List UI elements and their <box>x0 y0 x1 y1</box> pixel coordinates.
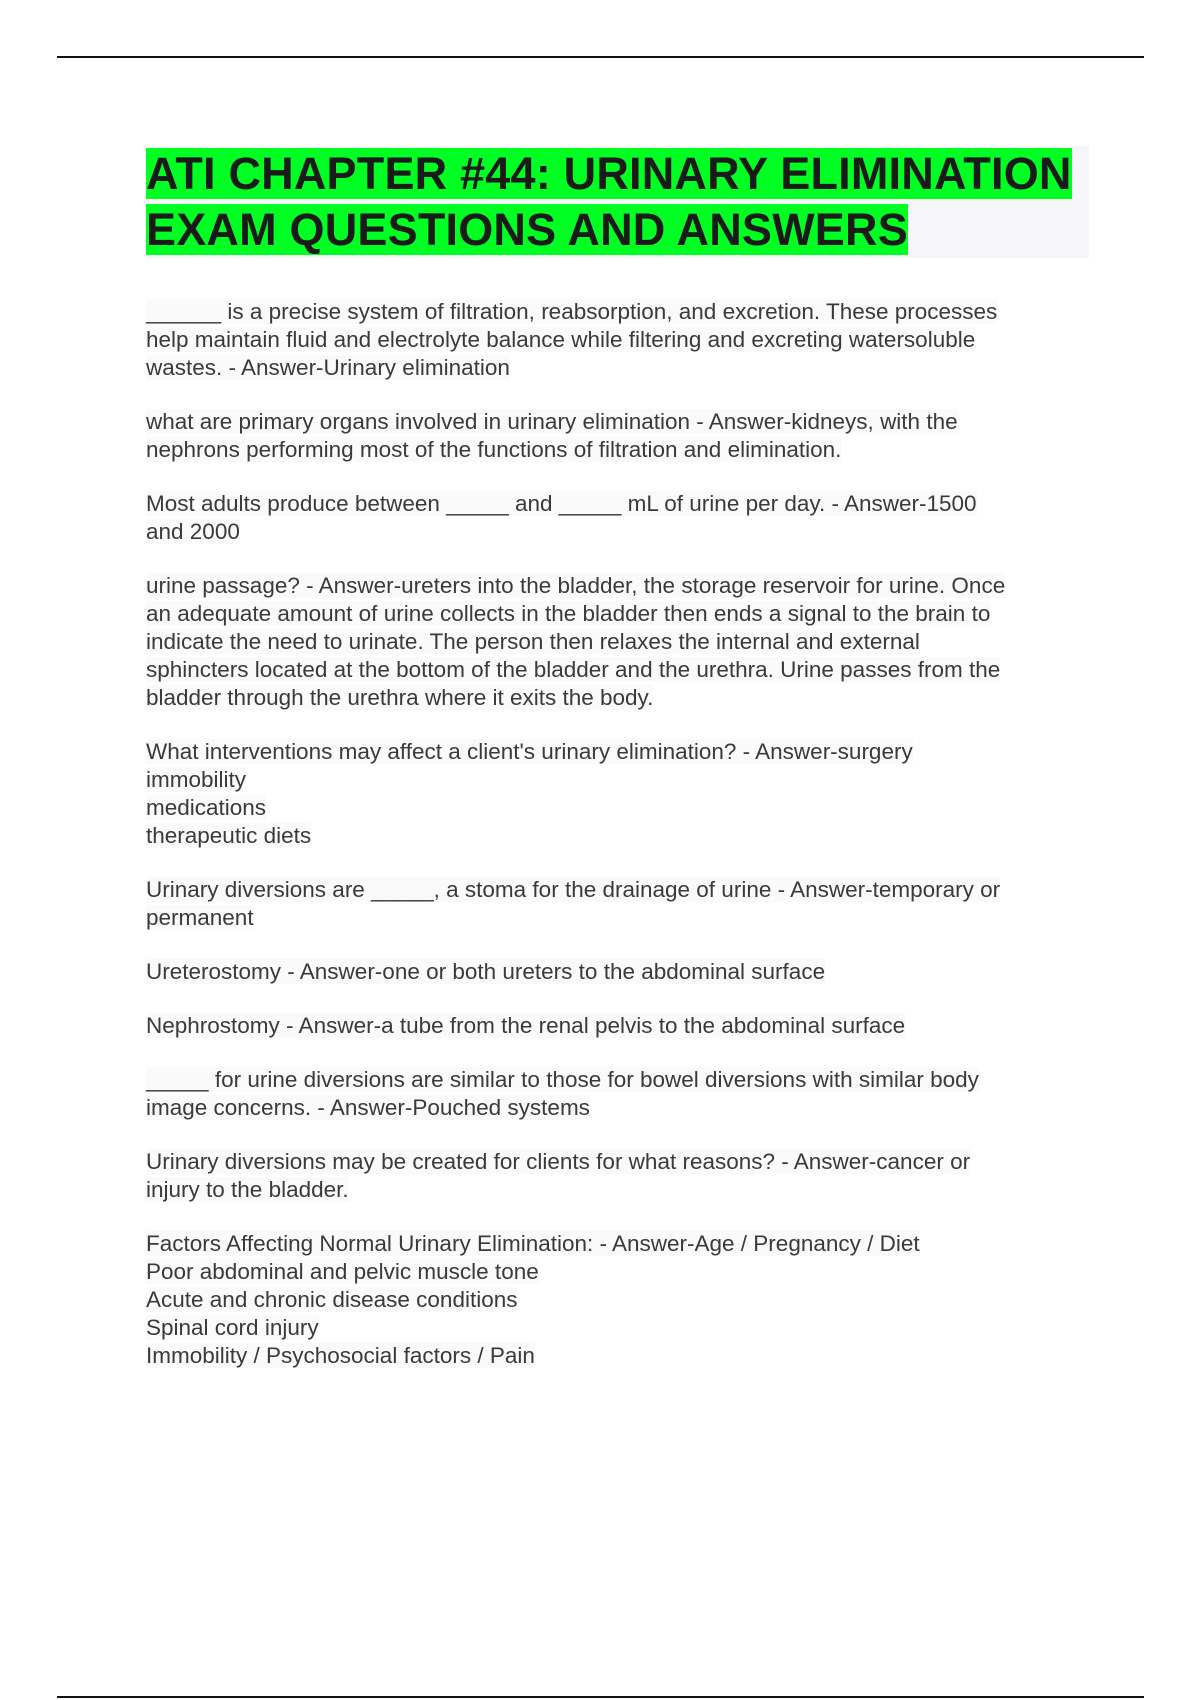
qa-line-text: Most adults produce between _____ and _____ mL of urine per day. - Answer-1500 <box>146 491 977 516</box>
qa-entry <box>146 1012 1089 1040</box>
qa-line <box>146 822 1089 850</box>
qa-line-text: permanent <box>146 905 254 930</box>
qa-line-text: Spinal cord injury <box>146 1315 319 1340</box>
qa-line <box>146 408 1089 436</box>
qa-line <box>146 1286 1089 1314</box>
qa-line <box>146 1066 1089 1094</box>
qa-line <box>146 628 1089 656</box>
qa-line <box>146 766 1089 794</box>
qa-line-text: Immobility / Psychosocial factors / Pain <box>146 1343 535 1368</box>
qa-line <box>146 656 1089 684</box>
qa-line <box>146 436 1089 464</box>
qa-line <box>146 1094 1089 1122</box>
qa-entry <box>146 738 1089 850</box>
qa-line <box>146 490 1089 518</box>
qa-line-text: _____ for urine diversions are similar to those for bowel diversions with similar body <box>146 1067 979 1092</box>
qa-line <box>146 326 1089 354</box>
qa-line <box>146 738 1089 766</box>
qa-line-text: sphincters located at the bottom of the bladder and the urethra. Urine passes from the <box>146 657 1001 682</box>
bottom-divider <box>57 1696 1144 1698</box>
qa-line-text: Acute and chronic disease conditions <box>146 1287 518 1312</box>
title-block <box>146 146 1089 258</box>
qa-line <box>146 1314 1089 1342</box>
qa-line-text: an adequate amount of urine collects in the bladder then ends a signal to the brain to <box>146 601 991 626</box>
qa-list <box>146 298 1089 1370</box>
qa-line-text: therapeutic diets <box>146 823 312 848</box>
title-highlight: ATI CHAPTER #44: URINARY ELIMINATION EXAM QUESTIONS AND ANSWERS <box>146 148 1072 255</box>
qa-line-text: nephrons performing most of the functions of filtration and elimination. <box>146 437 842 462</box>
qa-entry <box>146 1148 1089 1204</box>
qa-line-text: medications <box>146 795 267 820</box>
qa-line-text: Nephrostomy - Answer-a tube from the renal pelvis to the abdominal surface <box>146 1013 906 1038</box>
qa-line-text: help maintain fluid and electrolyte balance while filtering and excreting watersoluble <box>146 327 976 352</box>
qa-line-text: and 2000 <box>146 519 240 544</box>
qa-line-text: What interventions may affect a client's urinary elimination? - Answer-surgery <box>146 739 913 764</box>
qa-entry <box>146 1230 1089 1370</box>
qa-entry <box>146 490 1089 546</box>
qa-line <box>146 1176 1089 1204</box>
qa-line <box>146 904 1089 932</box>
qa-line <box>146 1258 1089 1286</box>
qa-entry <box>146 1066 1089 1122</box>
qa-line-text: urine passage? - Answer-ureters into the bladder, the storage reservoir for urine. Once <box>146 573 1006 598</box>
qa-line <box>146 1230 1089 1258</box>
qa-line-text: wastes. - Answer-Urinary elimination <box>146 355 510 380</box>
qa-line <box>146 794 1089 822</box>
qa-line <box>146 876 1089 904</box>
document-body <box>146 146 1089 1396</box>
qa-entry <box>146 298 1089 382</box>
qa-line <box>146 1012 1089 1040</box>
qa-entry <box>146 876 1089 932</box>
qa-line <box>146 354 1089 382</box>
qa-line-text: immobility <box>146 767 247 792</box>
qa-line-text: bladder through the urethra where it exits the body. <box>146 685 654 710</box>
qa-line-text: injury to the bladder. <box>146 1177 349 1202</box>
qa-line <box>146 1342 1089 1370</box>
qa-entry <box>146 958 1089 986</box>
qa-line <box>146 518 1089 546</box>
qa-line-text: what are primary organs involved in urinary elimination - Answer-kidneys, with the <box>146 409 958 434</box>
qa-line-text: Urinary diversions may be created for clients for what reasons? - Answer-cancer or <box>146 1149 971 1174</box>
qa-line <box>146 684 1089 712</box>
top-divider <box>57 56 1144 58</box>
qa-line-text: Poor abdominal and pelvic muscle tone <box>146 1259 539 1284</box>
document-title <box>146 146 1089 258</box>
qa-line-text: Factors Affecting Normal Urinary Elimination: - Answer-Age / Pregnancy / Diet <box>146 1231 920 1256</box>
qa-line-text: image concerns. - Answer-Pouched systems <box>146 1095 590 1120</box>
qa-entry <box>146 572 1089 712</box>
qa-line-text: ______ is a precise system of filtration, reabsorption, and excretion. These processes <box>146 299 998 324</box>
qa-line <box>146 1148 1089 1176</box>
qa-entry <box>146 408 1089 464</box>
qa-line-text: indicate the need to urinate. The person then relaxes the internal and external <box>146 629 920 654</box>
qa-line-text: Urinary diversions are _____, a stoma for the drainage of urine - Answer-temporary or <box>146 877 1001 902</box>
qa-line-text: Ureterostomy - Answer-one or both ureters to the abdominal surface <box>146 959 826 984</box>
qa-line <box>146 572 1089 600</box>
qa-line <box>146 600 1089 628</box>
qa-line <box>146 298 1089 326</box>
qa-line <box>146 958 1089 986</box>
